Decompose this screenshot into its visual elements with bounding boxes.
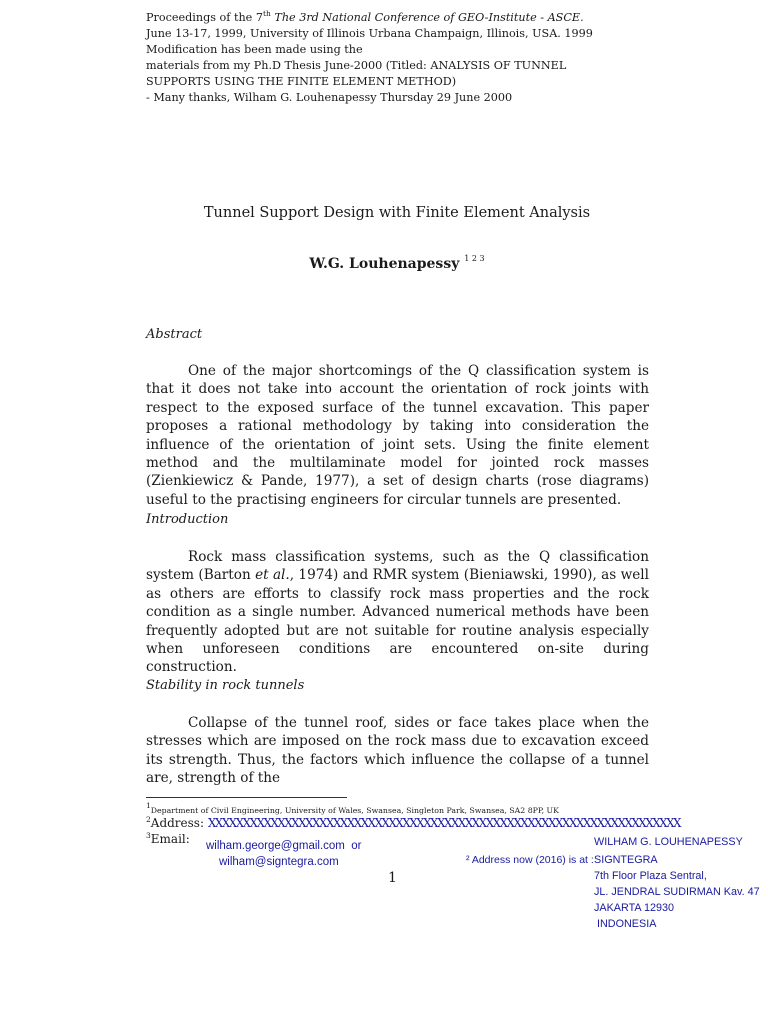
introduction-paragraph: Rock mass classification systems, such as the Q classification system (Barton et al., 1974) and RMR system (Bieniawski, 1990), as well as others are efforts to classify rock mass properties and the rock condition as a single number. Advanced numerical methods have been frequently adopted but are not suitable for routine analysis especially when unforeseen conditions are encountered on-site during construction. — [146, 549, 649, 676]
page-number: 1 — [388, 870, 397, 886]
footnote-3: $^3$Email: — [146, 831, 190, 846]
header-line-1: Proceedings of the 7th The 3rd National Conference of GEO-Institute - ASCE. — [146, 9, 584, 24]
footnote-rule — [146, 797, 347, 798]
header-line-4: materials from my Ph.D Thesis June-2000 (Titled: ANALYSIS OF TUNNEL — [146, 59, 567, 72]
header-line-2: June 13-17, 1999, University of Illinois Urbana Champaign, Illinois, USA. 1999 — [146, 27, 593, 40]
abstract-body — [146, 362, 649, 509]
proceedings-header — [146, 10, 626, 106]
email-link-signtegra[interactable]: wilham@signtegra.com — [219, 856, 339, 868]
header-line-3: Modification has been made using the — [146, 43, 363, 56]
stability-paragraph: Collapse of the tunnel roof, sides or face takes place when the stresses which are imposed on the rock mass due to excavation exceed its strength. Thus, the factors which influence the collapse of a tunnel are, strength of the — [146, 715, 649, 787]
introduction-body — [146, 548, 649, 677]
footnote-1: $^1$Department of Civil Engineering, University of Wales, Swansea, Singleton Park, Swansea, SA2 8PP, UK — [146, 801, 559, 815]
email-line-1: wilham.george@gmail.com or — [206, 840, 362, 852]
garbled-address-text: XXXXXXXXXXXXXXXXXXXXXXXXXXXXXXXXXXXXXXXXXXXXXXXXXXXXXXXXXXXXXXXXXXXX — [207, 816, 680, 830]
new-address-block: WILHAM G. LOUHENAPESSY SIGNTEGRA 7th Floor Plaza Sentral, JL. JENDRAL SUDIRMAN Kav. 47 JAKARTA 12930 INDONESIA — [594, 836, 760, 930]
abstract-heading: Abstract — [146, 327, 203, 342]
author-footnote-marks: 1 2 3 — [464, 254, 485, 263]
author-line — [0, 256, 768, 272]
stability-heading: Stability in rock tunnels — [146, 678, 305, 693]
abstract-paragraph: One of the major shortcomings of the Q classification system is that it does not take into account the orientation of rock joints with respect to the exposed surface of the tunnel excavation. This paper proposes a rational methodology by taking into consideration the influence of the orientation of joint sets. Using the finite element method and the multilaminate model for jointed rock masses (Zienkiewicz & Pande, 1977), a set of design charts (rose diagrams) useful to the practising engineers for circular tunnels are presented. — [146, 363, 649, 508]
header-line-5: SUPPORTS USING THE FINITE ELEMENT METHOD) — [146, 75, 457, 88]
address-note: ² Address now (2016) is at : — [466, 854, 594, 866]
author-name: W.G. Louhenapessy — [309, 256, 460, 272]
footnote-1-text: Department of Civil Engineering, University of Wales, Swansea, Singleton Park, Swansea, SA2 8PP, UK — [150, 806, 559, 815]
stability-body — [146, 714, 649, 788]
introduction-heading: Introduction — [146, 512, 229, 527]
header-line-6: - Many thanks, Wilham G. Louhenapessy Thursday 29 June 2000 — [146, 91, 513, 104]
footnote-2: $^2$Address: XXXXXXXXXXXXXXXXXXXXXXXXXXXXXXXXXXXXXXXXXXXXXXXXXXXXXXXXXXXXXXXXXXXX — [146, 815, 680, 830]
email-link-gmail[interactable]: wilham.george@gmail.com — [206, 840, 345, 852]
paper-title: Tunnel Support Design with Finite Element Analysis — [203, 205, 591, 221]
